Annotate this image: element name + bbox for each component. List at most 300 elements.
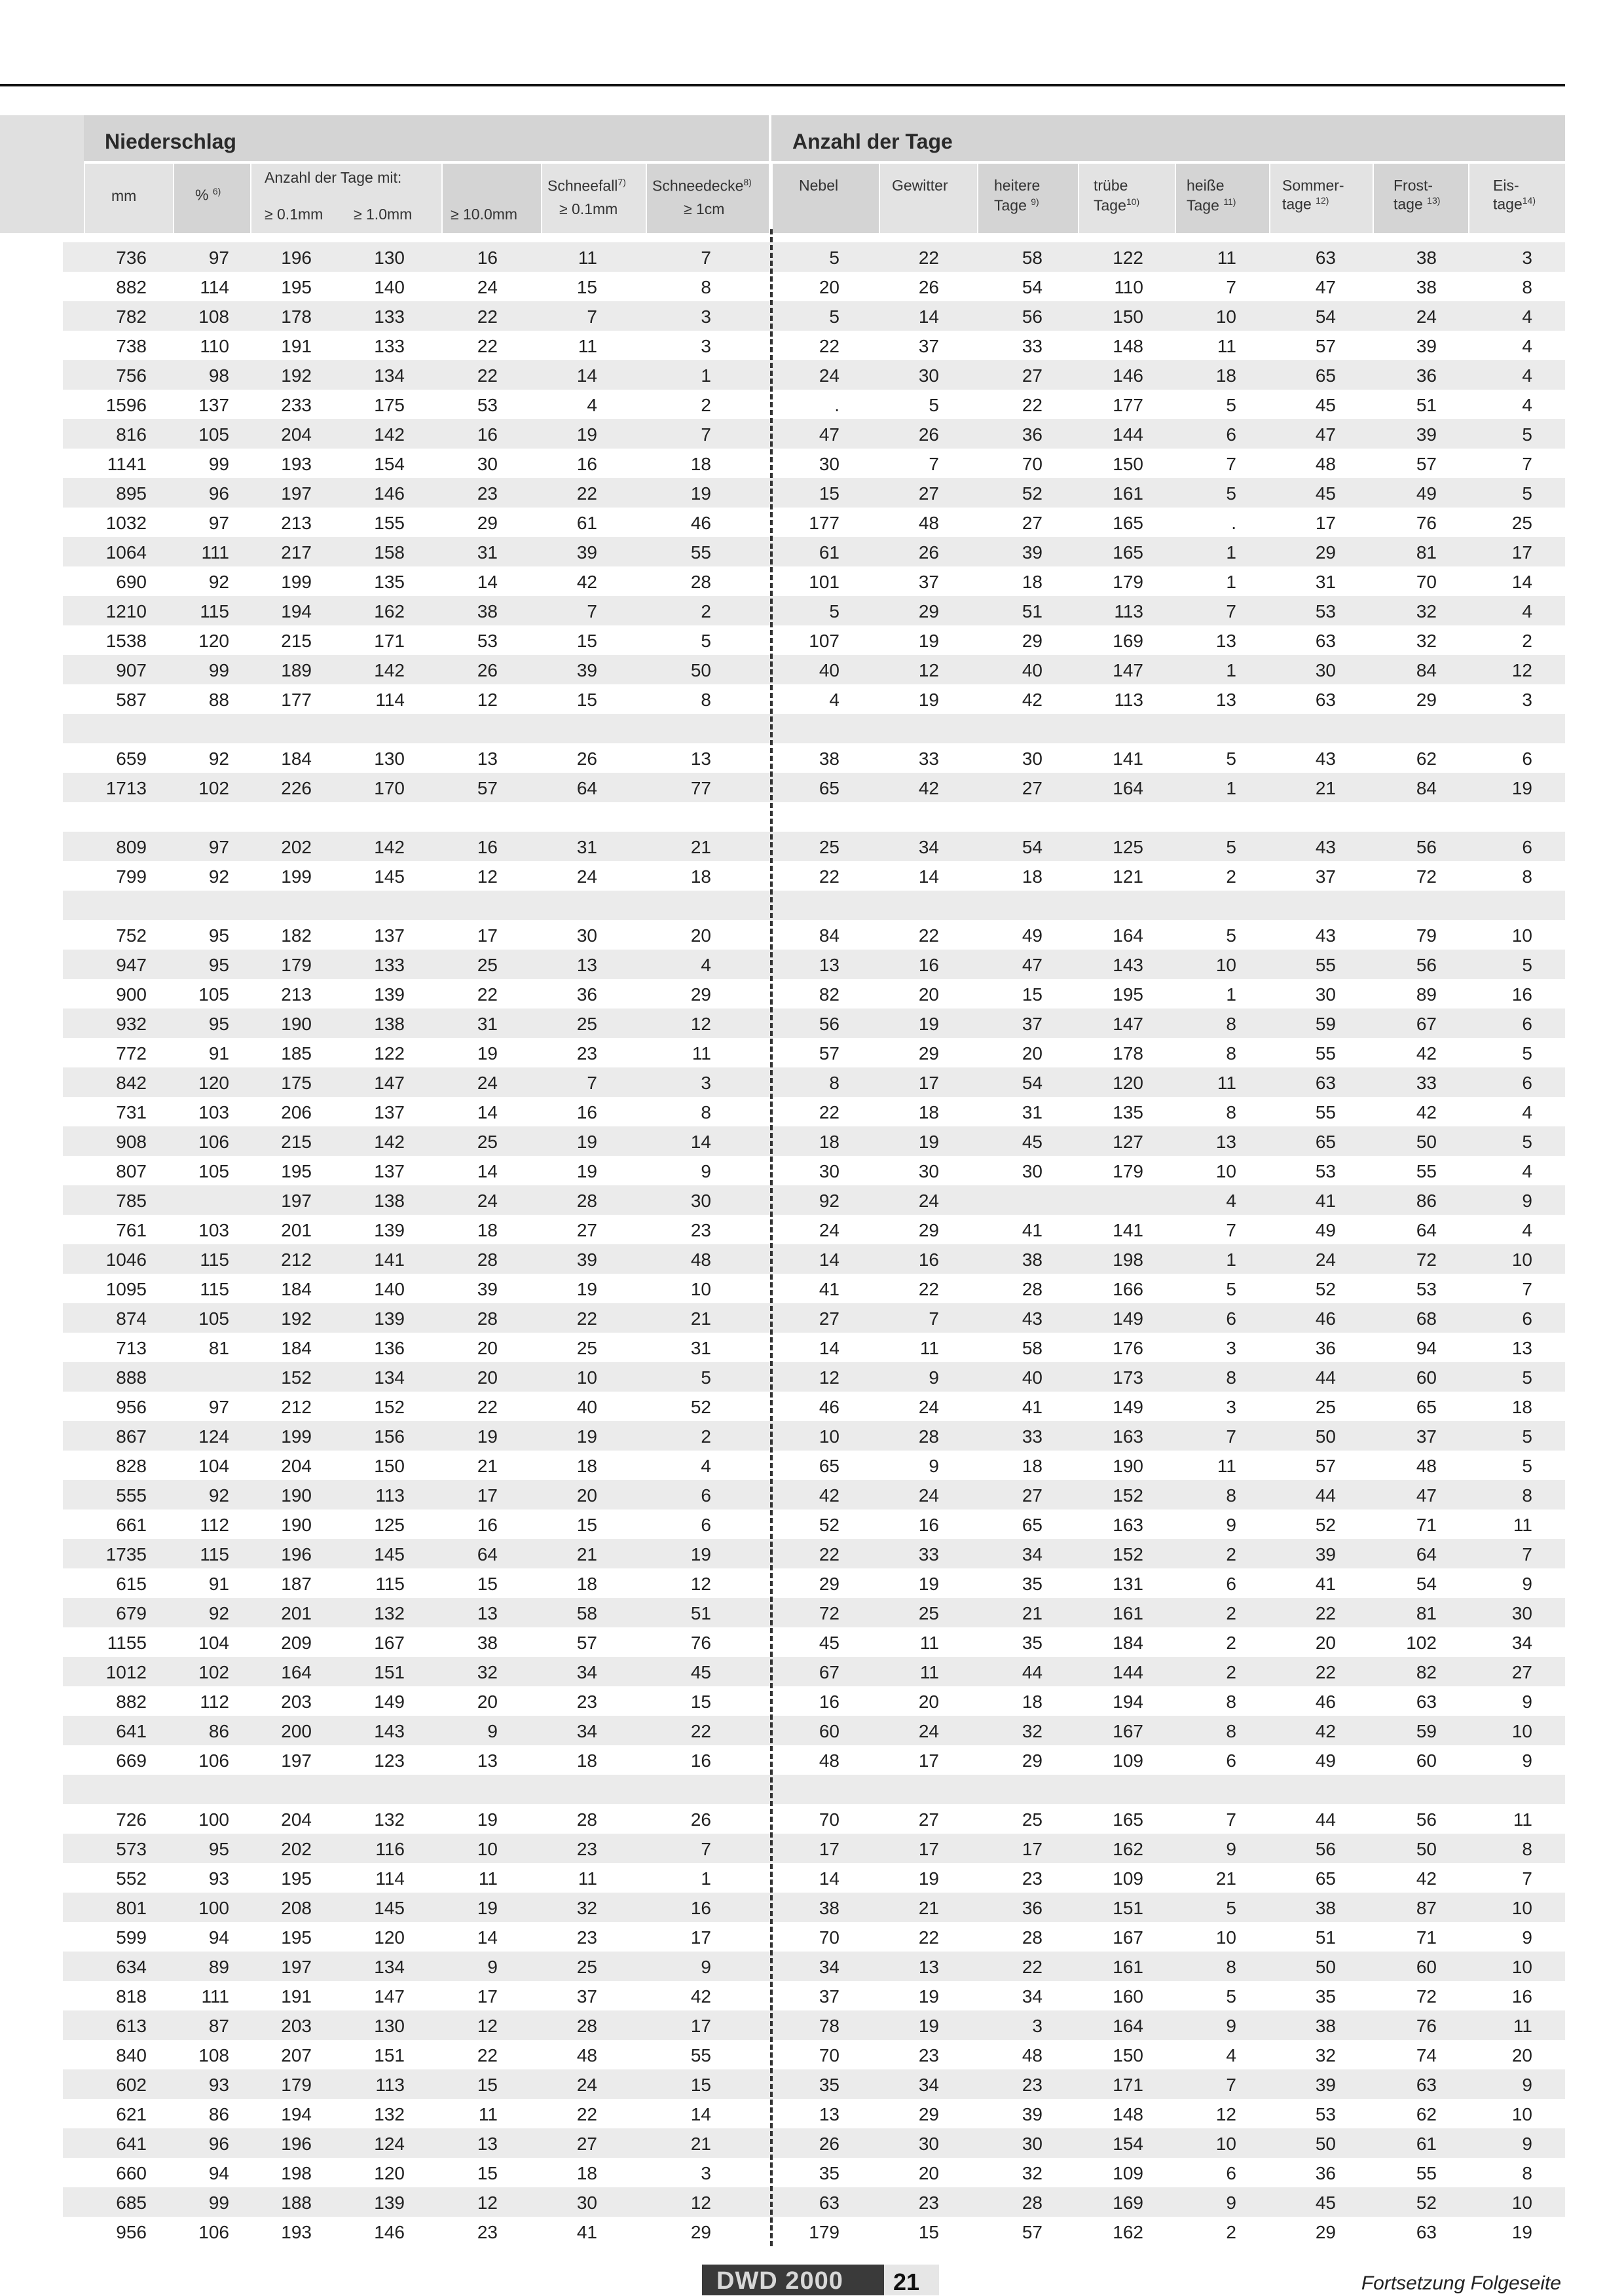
- table-cell: 16: [1511, 1986, 1532, 2007]
- table-cell: 63: [1416, 1692, 1437, 1712]
- table-cell: 895: [116, 483, 147, 504]
- table-cell: 29: [1022, 1750, 1043, 1771]
- table-cell: 14: [690, 1132, 711, 1152]
- table-cell: 2: [701, 1426, 711, 1447]
- table-cell: 111: [201, 1986, 229, 2007]
- table-header: [0, 115, 1565, 233]
- table-cell: 106: [198, 2222, 229, 2242]
- table-cell: 81: [1416, 1603, 1437, 1623]
- table-cell: 24: [1416, 306, 1437, 327]
- table-cell: 162: [1113, 2222, 1143, 2242]
- table-cell: 842: [116, 1073, 147, 1093]
- table-cell: 31: [690, 1338, 711, 1358]
- col-label-heitere-2: Tage $^{9)}$: [994, 196, 1039, 214]
- table-cell: 16: [918, 1515, 939, 1535]
- table-cell: 113: [1114, 601, 1143, 621]
- table-cell: 1064: [105, 542, 147, 563]
- table-cell: 8: [1522, 2163, 1532, 2183]
- table-cell: 18: [918, 1102, 939, 1122]
- table-cell: 30: [1022, 1161, 1043, 1181]
- table-cell: 104: [198, 1633, 229, 1653]
- table-cell: 141: [1113, 1220, 1143, 1240]
- table-cell: 104: [198, 1456, 229, 1476]
- table-cell: 10: [1511, 1898, 1532, 1918]
- table-cell: 72: [1416, 1986, 1437, 2007]
- table-cell: 25: [576, 1957, 597, 1977]
- table-cell: 112: [200, 1692, 229, 1712]
- table-cell: 191: [281, 336, 312, 356]
- table-cell: 24: [918, 1485, 939, 1506]
- table-cell: 14: [819, 1338, 840, 1358]
- table-cell: 56: [1022, 306, 1043, 327]
- table-cell: 22: [576, 1308, 597, 1329]
- table-cell: 24: [576, 866, 597, 887]
- table-cell: 6: [1522, 1014, 1532, 1034]
- table-cell: 48: [1022, 2045, 1043, 2065]
- table-cell: 11: [1217, 248, 1236, 268]
- table-cell: 96: [208, 2134, 229, 2154]
- table-cell: 164: [1113, 2016, 1143, 2036]
- table-cell: 12: [477, 2193, 498, 2213]
- table-row: [63, 773, 1565, 802]
- table-cell: 8: [1226, 1367, 1236, 1388]
- table-cell: 20: [1022, 1043, 1043, 1064]
- table-cell: 48: [1416, 1456, 1437, 1476]
- table-cell: 15: [477, 1574, 498, 1594]
- table-cell: 1713: [105, 778, 147, 798]
- table-row: [63, 743, 1565, 773]
- table-cell: 7: [1226, 601, 1236, 621]
- table-cell: 56: [1416, 837, 1437, 857]
- table-cell: 28: [576, 1191, 597, 1211]
- table-row: [63, 2158, 1565, 2187]
- table-cell: 67: [1416, 1014, 1437, 1034]
- table-cell: 120: [374, 2163, 405, 2183]
- table-cell: 16: [477, 837, 498, 857]
- table-cell: 9: [929, 1456, 939, 1476]
- table-cell: 685: [116, 2193, 147, 2213]
- table-cell: 82: [819, 984, 840, 1005]
- table-cell: 64: [1416, 1544, 1437, 1565]
- table-cell: 20: [918, 2163, 939, 2183]
- table-cell: 33: [918, 749, 939, 769]
- table-row: [63, 684, 1565, 714]
- table-cell: 53: [477, 631, 498, 651]
- table-cell: 16: [1511, 984, 1532, 1005]
- table-cell: 16: [576, 454, 597, 474]
- table-cell: 197: [281, 1191, 312, 1211]
- table-cell: 154: [1113, 2134, 1143, 2154]
- table-cell: 3: [1032, 2016, 1043, 2036]
- table-cell: 14: [477, 1161, 498, 1181]
- table-cell: 20: [576, 1485, 597, 1506]
- table-row: [63, 1009, 1565, 1038]
- table-cell: 190: [281, 1014, 312, 1034]
- table-cell: 11: [1513, 1809, 1532, 1830]
- table-cell: 97: [208, 837, 229, 857]
- table-cell: 32: [576, 1898, 597, 1918]
- table-cell: 196: [281, 1544, 312, 1565]
- table-cell: 152: [374, 1397, 405, 1417]
- table-cell: 192: [281, 1308, 312, 1329]
- table-cell: 5: [1226, 395, 1236, 415]
- table-cell: 58: [1022, 1338, 1043, 1358]
- table-cell: 3: [701, 2163, 711, 2183]
- table-cell: 95: [208, 925, 229, 946]
- table-cell: 15: [576, 631, 597, 651]
- table-cell: 25: [477, 1132, 498, 1152]
- table-row: [63, 1627, 1565, 1657]
- table-cell: 187: [281, 1574, 312, 1594]
- table-cell: 179: [1113, 572, 1143, 592]
- table-cell: 63: [1315, 248, 1336, 268]
- table-cell: 11: [1217, 1456, 1236, 1476]
- table-cell: 148: [1113, 336, 1143, 356]
- table-cell: 152: [1113, 1544, 1143, 1565]
- table-cell: 148: [1113, 2104, 1143, 2124]
- table-cell: 72: [1416, 1250, 1437, 1270]
- table-cell: 21: [690, 1308, 711, 1329]
- table-cell: 20: [819, 277, 840, 297]
- table-cell: 116: [375, 1839, 405, 1859]
- table-cell: 34: [918, 2075, 939, 2095]
- table-cell: 63: [1416, 2222, 1437, 2242]
- table-cell: 53: [1315, 1161, 1336, 1181]
- table-cell: 81: [208, 1338, 229, 1358]
- table-cell: 160: [1113, 1986, 1143, 2007]
- header-left-shade: [0, 115, 84, 233]
- table-cell: 10: [1511, 2193, 1532, 2213]
- table-cell: 45: [1022, 1132, 1043, 1152]
- table-row: [63, 508, 1565, 537]
- table-cell: 39: [576, 1250, 597, 1270]
- table-cell: 65: [819, 778, 840, 798]
- table-cell: 27: [918, 1809, 939, 1830]
- table-cell: 95: [208, 955, 229, 975]
- table-cell: 208: [281, 1898, 312, 1918]
- table-cell: 1596: [105, 395, 147, 415]
- table-cell: 19: [690, 1544, 711, 1565]
- table-cell: 51: [690, 1603, 711, 1623]
- table-cell: 70: [819, 1927, 840, 1948]
- table-cell: 801: [116, 1898, 147, 1918]
- table-cell: 207: [281, 2045, 312, 2065]
- table-row: [63, 1863, 1565, 1893]
- table-cell: 659: [116, 749, 147, 769]
- table-cell: 89: [208, 1957, 229, 1977]
- table-cell: 100: [198, 1898, 229, 1918]
- table-cell: 599: [116, 1927, 147, 1948]
- col-label-gewitter: Gewitter: [892, 177, 948, 194]
- table-cell: 22: [477, 984, 498, 1005]
- table-cell: 200: [281, 1721, 312, 1741]
- table-cell: 10: [1215, 955, 1236, 975]
- table-cell: 15: [819, 483, 840, 504]
- table-cell: 142: [374, 660, 405, 680]
- table-cell: 1: [1226, 572, 1236, 592]
- col-label-schneedecke-sub: ≥ 1cm: [684, 200, 725, 217]
- table-cell: 20: [690, 925, 711, 946]
- table-row: [63, 331, 1565, 360]
- table-cell: 19: [576, 424, 597, 445]
- table-cell: 18: [1022, 1456, 1043, 1476]
- table-cell: 816: [116, 424, 147, 445]
- table-cell: 9: [1522, 1191, 1532, 1211]
- page-number-box: [884, 2265, 939, 2295]
- table-cell: 57: [1315, 1456, 1336, 1476]
- table-row: [63, 1333, 1565, 1362]
- table-cell: 37: [1416, 1426, 1437, 1447]
- table-cell: 30: [477, 454, 498, 474]
- table-cell: 93: [208, 2075, 229, 2095]
- table-cell: 26: [819, 2134, 840, 2154]
- table-cell: 42: [690, 1986, 711, 2007]
- top-rule: [0, 84, 1565, 86]
- table-cell: 17: [477, 1485, 498, 1506]
- table-cell: 50: [1315, 2134, 1336, 2154]
- table-cell: 164: [1113, 778, 1143, 798]
- column-divider: [770, 229, 773, 2246]
- table-cell: 25: [1511, 513, 1532, 533]
- table-cell: 132: [374, 2104, 405, 2124]
- table-cell: 16: [918, 1250, 939, 1270]
- table-cell: 115: [200, 1279, 229, 1299]
- table-cell: 59: [1315, 1014, 1336, 1034]
- table-cell: 194: [281, 601, 312, 621]
- table-cell: 20: [1511, 2045, 1532, 2065]
- table-cell: 103: [198, 1220, 229, 1240]
- table-cell: 82: [1416, 1662, 1437, 1682]
- table-cell: 190: [1113, 1456, 1143, 1476]
- table-row: [63, 2217, 1565, 2246]
- table-cell: 131: [1113, 1574, 1143, 1594]
- table-cell: 61: [576, 513, 597, 533]
- table-cell: 3: [1226, 1397, 1236, 1417]
- table-cell: 127: [1113, 1132, 1143, 1152]
- table-cell: 92: [208, 572, 229, 592]
- table-cell: 161: [1113, 1603, 1143, 1623]
- table-cell: 110: [200, 336, 229, 356]
- table-cell: 10: [819, 1426, 840, 1447]
- table-cell: 809: [116, 837, 147, 857]
- table-cell: 42: [819, 1485, 840, 1506]
- table-cell: 1: [701, 365, 711, 386]
- table-cell: 1: [1226, 1250, 1236, 1270]
- table-cell: 45: [819, 1633, 840, 1653]
- table-cell: 8: [1226, 1957, 1236, 1977]
- table-cell: 14: [819, 1868, 840, 1889]
- table-cell: 39: [1022, 2104, 1043, 2124]
- table-row: [63, 272, 1565, 301]
- table-cell: 50: [690, 660, 711, 680]
- table-cell: 9: [701, 1161, 711, 1181]
- table-cell: 29: [1022, 631, 1043, 651]
- table-cell: 49: [1022, 925, 1043, 946]
- table-cell: 18: [1022, 572, 1043, 592]
- table-cell: 1: [1226, 542, 1236, 563]
- col-label-heitere: heitere: [994, 177, 1041, 194]
- table-cell: 24: [576, 2075, 597, 2095]
- table-cell: 19: [576, 1279, 597, 1299]
- table-row: [63, 979, 1565, 1009]
- table-cell: 1046: [105, 1250, 147, 1270]
- table-cell: 146: [1113, 365, 1143, 386]
- table-cell: 166: [1113, 1279, 1143, 1299]
- table-cell: 29: [918, 601, 939, 621]
- table-cell: 27: [918, 483, 939, 504]
- table-cell: 882: [116, 277, 147, 297]
- table-cell: 50: [1315, 1426, 1336, 1447]
- table-cell: 151: [1113, 1898, 1143, 1918]
- table-cell: 215: [281, 1132, 312, 1152]
- table-cell: 679: [116, 1603, 147, 1623]
- table-cell: 192: [281, 365, 312, 386]
- table-cell: 16: [477, 424, 498, 445]
- table-cell: 17: [1511, 542, 1532, 563]
- table-cell: 16: [918, 955, 939, 975]
- table-cell: 175: [281, 1073, 312, 1093]
- table-cell: 15: [477, 2075, 498, 2095]
- table-cell: 57: [1416, 454, 1437, 474]
- table-cell: 7: [1226, 277, 1236, 297]
- table-cell: 38: [1416, 248, 1437, 268]
- table-cell: 956: [116, 1397, 147, 1417]
- table-row: [63, 1421, 1565, 1451]
- table-cell: 5: [1522, 424, 1532, 445]
- table-cell: 6: [701, 1485, 711, 1506]
- table-cell: 72: [819, 1603, 840, 1623]
- table-cell: 161: [1113, 483, 1143, 504]
- table-cell: 7: [1522, 1279, 1532, 1299]
- table-cell: 70: [1022, 454, 1043, 474]
- table-cell: 30: [1022, 2134, 1043, 2154]
- table-row: [63, 2040, 1565, 2069]
- table-cell: 4: [1522, 1220, 1532, 1240]
- table-cell: 24: [1315, 1250, 1336, 1270]
- table-row: [63, 1244, 1565, 1274]
- table-row: [63, 390, 1565, 419]
- table-cell: 22: [690, 1721, 711, 1741]
- table-spacer-row: [63, 891, 1565, 920]
- table-cell: 25: [576, 1338, 597, 1358]
- table-cell: 193: [281, 454, 312, 474]
- table-cell: 36: [1022, 1898, 1043, 1918]
- table-cell: 63: [1315, 1073, 1336, 1093]
- table-cell: 49: [1315, 1750, 1336, 1771]
- table-cell: 81: [1416, 542, 1437, 563]
- table-cell: 932: [116, 1014, 147, 1034]
- table-cell: 18: [477, 1220, 498, 1240]
- table-cell: 7: [587, 601, 597, 621]
- table-cell: 32: [1022, 1721, 1043, 1741]
- table-cell: 22: [819, 1102, 840, 1122]
- table-cell: 613: [116, 2016, 147, 2036]
- table-cell: 60: [1416, 1750, 1437, 1771]
- table-cell: 122: [1113, 248, 1143, 268]
- table-cell: 7: [1226, 1809, 1236, 1830]
- table-cell: 9: [487, 1957, 498, 1977]
- table-cell: 194: [281, 2104, 312, 2124]
- table-cell: 92: [208, 749, 229, 769]
- table-cell: 162: [374, 601, 405, 621]
- table-cell: 5: [829, 601, 840, 621]
- table-cell: 17: [819, 1839, 840, 1859]
- table-cell: 35: [1022, 1633, 1043, 1653]
- table-cell: 1095: [105, 1279, 147, 1299]
- table-cell: 25: [576, 1014, 597, 1034]
- table-cell: 27: [1022, 513, 1043, 533]
- col-label-sommer-2: tage $^{12)}$: [1282, 195, 1329, 213]
- table-cell: 204: [281, 1809, 312, 1830]
- table-cell: 68: [1416, 1308, 1437, 1329]
- table-cell: 40: [1022, 1367, 1043, 1388]
- table-cell: 11: [919, 1633, 939, 1653]
- table-cell: 33: [1416, 1073, 1437, 1093]
- table-cell: 29: [918, 2104, 939, 2124]
- table-cell: 17: [918, 1750, 939, 1771]
- table-cell: 149: [1113, 1397, 1143, 1417]
- table-cell: 13: [918, 1957, 939, 1977]
- table-cell: 10: [1215, 1161, 1236, 1181]
- table-cell: 12: [477, 866, 498, 887]
- table-cell: 22: [918, 248, 939, 268]
- table-cell: 89: [1416, 984, 1437, 1005]
- table-cell: 19: [918, 631, 939, 651]
- table-cell: 3: [701, 1073, 711, 1093]
- table-cell: 14: [918, 306, 939, 327]
- table-cell: 13: [819, 2104, 840, 2124]
- table-cell: 20: [918, 1692, 939, 1712]
- table-cell: 4: [1522, 306, 1532, 327]
- table-cell: 13: [576, 955, 597, 975]
- table-cell: 212: [281, 1397, 312, 1417]
- table-cell: 34: [1511, 1633, 1532, 1653]
- table-cell: 150: [1113, 2045, 1143, 2065]
- table-row: [63, 596, 1565, 625]
- table-cell: 11: [919, 1338, 939, 1358]
- table-cell: 19: [477, 1043, 498, 1064]
- table-cell: 22: [819, 866, 840, 887]
- table-cell: 114: [375, 690, 405, 710]
- table-row: [63, 2128, 1565, 2158]
- table-cell: 12: [477, 690, 498, 710]
- table-cell: 94: [208, 2163, 229, 2183]
- table-cell: 164: [281, 1662, 312, 1682]
- table-cell: 133: [374, 955, 405, 975]
- table-cell: 5: [1226, 1898, 1236, 1918]
- table-cell: 57: [477, 778, 498, 798]
- table-cell: 10: [1511, 925, 1532, 946]
- table-cell: 16: [477, 248, 498, 268]
- table-cell: 21: [477, 1456, 498, 1476]
- table-cell: 125: [1113, 837, 1143, 857]
- table-cell: 61: [819, 542, 840, 563]
- table-cell: 39: [1416, 336, 1437, 356]
- table-row: [63, 625, 1565, 655]
- table-cell: 65: [1315, 1868, 1336, 1889]
- table-spacer-row: [63, 802, 1565, 832]
- table-cell: 161: [1113, 1957, 1143, 1977]
- table-cell: 96: [208, 483, 229, 504]
- table-cell: 37: [918, 336, 939, 356]
- table-cell: 63: [1315, 631, 1336, 651]
- table-cell: 52: [1022, 483, 1043, 504]
- table-cell: 10: [1511, 1721, 1532, 1741]
- table-cell: 31: [1315, 572, 1336, 592]
- table-cell: 102: [198, 1662, 229, 1682]
- table-cell: 177: [1113, 395, 1143, 415]
- table-cell: 47: [1315, 424, 1336, 445]
